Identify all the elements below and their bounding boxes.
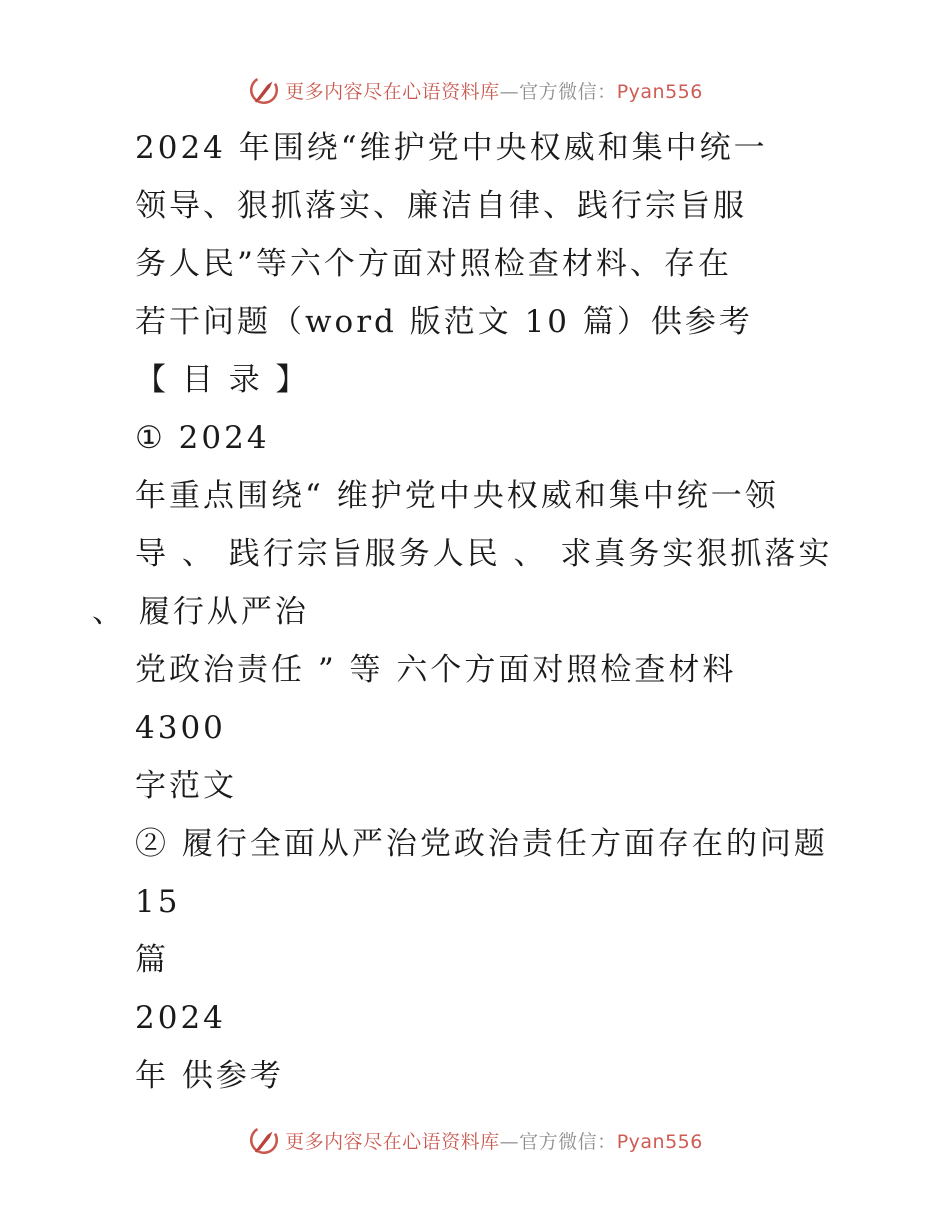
title-line-1: 2024 年围绕“维护党中央权威和集中统一 bbox=[135, 130, 768, 166]
toc-line: 党政治责任 ” 等 六个方面对照检查材料 bbox=[135, 652, 737, 688]
banner-brand: 更多内容尽在心语资料库 bbox=[285, 80, 500, 103]
toc-line: 导 、 践行宗旨服务人民 、 求真务实狠抓落实 bbox=[135, 536, 833, 572]
banner-separator: — bbox=[499, 80, 520, 103]
footer-watermark bbox=[0, 1120, 950, 1160]
toc-line: 2024 bbox=[135, 1000, 226, 1036]
toc-line: 字范文 bbox=[135, 768, 237, 804]
header-watermark bbox=[0, 70, 950, 110]
title-line-2: 领导、狠抓落实、廉洁自律、践行宗旨服 bbox=[135, 188, 747, 224]
title-line-4: 若干问题（word 版范文 10 篇）供参考 bbox=[135, 304, 753, 340]
banner-label: 官方微信： bbox=[519, 1130, 617, 1153]
toc-line: ① 2024 bbox=[135, 420, 270, 456]
toc-line: 4300 bbox=[135, 710, 226, 746]
banner-wechat-id: Pyan556 bbox=[616, 80, 703, 103]
toc-line: 15 bbox=[135, 884, 181, 920]
toc-line: 年 供参考 bbox=[135, 1058, 284, 1094]
toc-heading: 【 目 录 】 bbox=[135, 362, 310, 398]
banner-text bbox=[285, 77, 703, 104]
banner-separator: — bbox=[499, 1130, 520, 1153]
banner-wechat-id: Pyan556 bbox=[616, 1130, 703, 1153]
toc-line: 、 履行从严治 bbox=[92, 594, 309, 630]
toc-line: 年重点围绕“ 维护党中央权威和集中统一领 bbox=[135, 478, 779, 514]
pen-logo-icon bbox=[247, 73, 281, 107]
toc-line: ② 履行全面从严治党政治责任方面存在的问题 bbox=[135, 826, 828, 862]
banner-brand: 更多内容尽在心语资料库 bbox=[285, 1130, 500, 1153]
toc-line: 篇 bbox=[135, 942, 169, 978]
banner-text bbox=[285, 1127, 703, 1154]
title-line-3: 务人民”等六个方面对照检查材料、存在 bbox=[135, 246, 732, 282]
pen-logo-icon bbox=[247, 1123, 281, 1157]
banner-label: 官方微信： bbox=[519, 80, 617, 103]
